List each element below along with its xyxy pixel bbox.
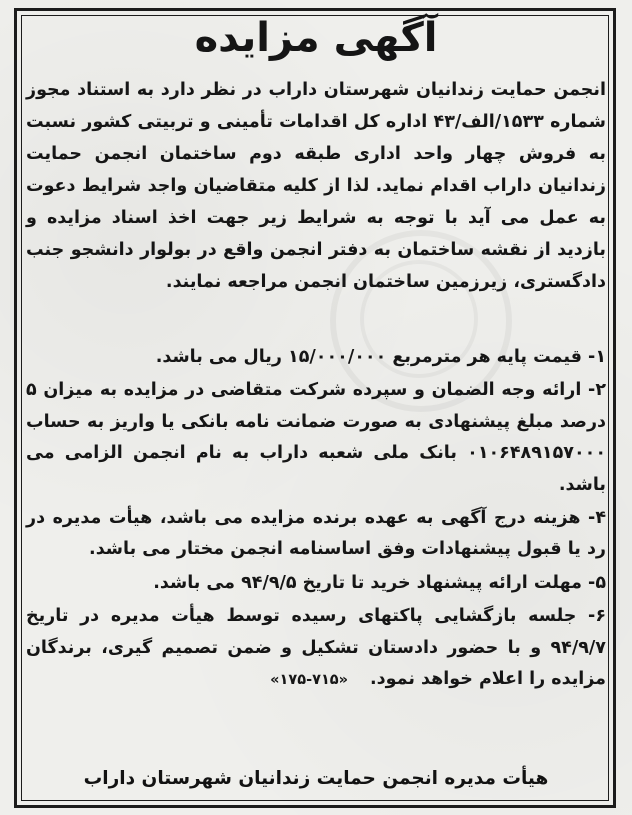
notice-signature: هیأت مدیره انجمن حمایت زندانیان شهرستان داراب <box>83 768 549 789</box>
condition-item-6-text: ۶- جلسه بازگشایی پاکتهای رسیده توسط هیأت مدیره در تاریخ ۹۴/۹/۷ و با حضور دادستان تشکیل و ضمن تصمیم گیری، برندگان مزایده را اعلام خواهد نمود. <box>26 606 606 690</box>
reference-code: «۱۷۵-۷۱۵» <box>270 672 349 689</box>
condition-item-5: ۵- مهلت ارائه پیشنهاد خرید تا تاریخ ۹۴/۹/۵ می باشد. <box>153 572 606 593</box>
condition-item-4: ۴- هزینه درج آگهی به عهده برنده مزایده می باشد، هیأت مدیره در رد یا قبول پیشنهادات وفق اساسنامه انجمن مختار می باشد. <box>26 508 606 560</box>
condition-item-1: ۱- قیمت پایه هر مترمربع ۱۵/۰۰۰/۰۰۰ ریال می باشد. <box>155 347 606 367</box>
notice-conditions-list <box>26 342 606 698</box>
notice-intro-paragraph: انجمن حمایت زندانیان شهرستان داراب در نظر دارد به استناد مجوز شماره ۱۵۳۳/الف/۴۳ اداره کل اقدامات تأمینی و تربیتی کشور نسبت به فروش چهار واحد اداری طبقه دوم ساختمان انجمن حمایت زندانیان داراب اقدام نماید. لذا از کلیه متقاضیان واجد شرایط دعوت به عمل می آید با توجه به شرایط زیر جهت اخذ اسناد مزایده و بازدید از نقشه ساختمان به دفتر انجمن واقع در بولوار دانشجو جنب دادگستری، زیرزمین ساختمان انجمن مراجعه نمایند. <box>26 80 606 292</box>
condition-item-6 <box>26 601 606 696</box>
notice-title: آگهی مزایده <box>194 15 438 61</box>
condition-item-2: ۲- ارائه وجه الضمان و سپرده شرکت متقاضی در مزایده به میزان ۵ درصد مبلغ پیشنهادی به صورت ضمانت نامه بانکی یا واریز به حساب ۰۱۰۶۴۸۹۱۵۷۰۰۰ بانک ملی شعبه داراب به نام انجمن الزامی می باشد. <box>26 380 606 495</box>
